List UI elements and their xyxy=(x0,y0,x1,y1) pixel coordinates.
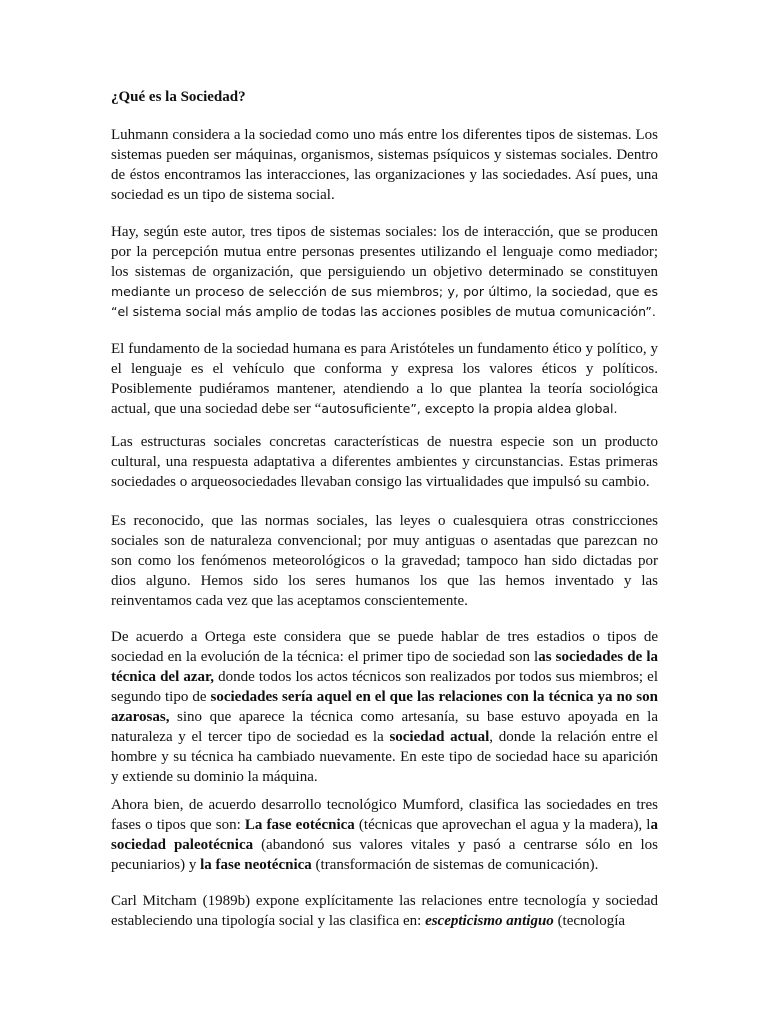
text-bold: sociedades sería aquel en el que las relaciones con la técnica ya no son azarosas, xyxy=(111,689,658,725)
paragraph-estructuras xyxy=(111,432,658,492)
text-run: (técnicas que aprovechan el agua y la madera), l xyxy=(354,817,651,833)
paragraph-text xyxy=(111,795,658,875)
text-run: (transformación de sistemas de comunicación). xyxy=(311,857,599,873)
paragraph-aristoteles xyxy=(111,339,658,419)
text-run: donde todos los actos técnicos son realizados por todos sus miembros; el segundo tipo de xyxy=(111,669,658,705)
text-run: Carl Mitcham (1989b) expone explícitamente las relaciones entre tecnología y sociedad estableciendo una tipología social y las clasifica en: xyxy=(111,893,658,929)
text-run: De acuerdo a Ortega este considera que se puede hablar de tres estadios o tipos de sociedad en la evolución de la técnica: el primer tipo de sociedad son l xyxy=(111,629,658,665)
paragraph-text xyxy=(111,891,658,931)
paragraph-luhmann xyxy=(111,125,658,205)
paragraph-text: Es reconocido, que las normas sociales, las leyes o cualesquiera otras constricciones sociales son de naturaleza convencional; por muy antiguas o asentadas que parezcan no son como los fenómenos meteorológicos o la gravedad; tampoco han sido dictadas por dios alguno. Hemos sido los seres humanos los que las hemos inventado y las reinventamos cada vez que las aceptamos conscientemente. xyxy=(111,513,658,609)
text-bold: sociedad actual xyxy=(389,729,490,745)
text-bold: a sociedad paleotécnica xyxy=(111,817,658,853)
paragraph-text xyxy=(111,222,658,322)
text-run: sino que aparece la técnica como artesanía, su base estuvo apoyada en la naturaleza y el tercer tipo de sociedad es la xyxy=(111,709,658,745)
text-run: (abandonó sus valores vitales y pasó a centrarse sólo en los pecuniarios) y xyxy=(111,837,658,873)
paragraph-text xyxy=(111,339,658,419)
paragraph-text: Las estructuras sociales concretas características de nuestra especie son un producto cultural, una respuesta adaptativa a diferentes ambientes y circunstancias. Estas primeras sociedades o arqueosociedades llevaban consigo las virtualidades que impulsó su cambio. xyxy=(111,434,658,490)
text-bold-italic: escepticismo antiguo xyxy=(425,913,554,929)
text-run-sans: mediante un proceso de selección de sus miembros; y, por último, la sociedad, que es “el sistema social más amplio de todas las acciones posibles de mutua comunicación”. xyxy=(111,284,658,319)
paragraph-text: Luhmann considera a la sociedad como uno más entre los diferentes tipos de sistemas. Los sistemas pueden ser máquinas, organismos, sistemas psíquicos y sistemas sociales. Dentro de éstos encontramos las interacciones, las organizaciones y las sociedades. Así pues, una sociedad es un tipo de sistema social. xyxy=(111,127,658,203)
paragraph-mumford xyxy=(111,795,658,875)
paragraph-ortega xyxy=(111,627,658,787)
text-bold: as sociedades de la técnica del azar, xyxy=(111,649,658,685)
text-bold: la fase neotécnica xyxy=(200,857,312,873)
text-bold: La fase eotécnica xyxy=(244,817,355,833)
text-run-sans: autosuficiente”, excepto la propia aldea global. xyxy=(321,401,618,416)
text-run: Hay, según este autor, tres tipos de sistemas sociales: los de interacción, que se producen por la percepción mutua entre personas presentes utilizando el lenguaje como mediador; los sistemas de organización, que persiguiendo un objetivo determinado se constituyen xyxy=(111,224,658,280)
paragraph-mitcham xyxy=(111,891,658,931)
text-run: , donde la relación entre el hombre y su técnica ha cambiado nuevamente. En este tipo de sociedad hace su aparición y extiende su dominio la máquina. xyxy=(111,729,658,785)
paragraph-social-systems xyxy=(111,222,658,322)
document-title: ¿Qué es la Sociedad? xyxy=(111,89,246,105)
text-run: (tecnología xyxy=(553,913,626,929)
text-run: El fundamento de la sociedad humana es para Aristóteles un fundamento ético y político, y el lenguaje es el vehículo que conforma y expresa los valores éticos y políticos. Posiblemente pudiéramos mantener, atendiendo a lo que plantea la teoría sociológica actual, que una sociedad debe ser “ xyxy=(111,341,658,417)
paragraph-normas xyxy=(111,511,658,611)
text-run: Ahora bien, de acuerdo desarrollo tecnológico Mumford, clasifica las sociedades en tres fases o tipos que son: xyxy=(111,797,658,833)
paragraph-text xyxy=(111,627,658,787)
